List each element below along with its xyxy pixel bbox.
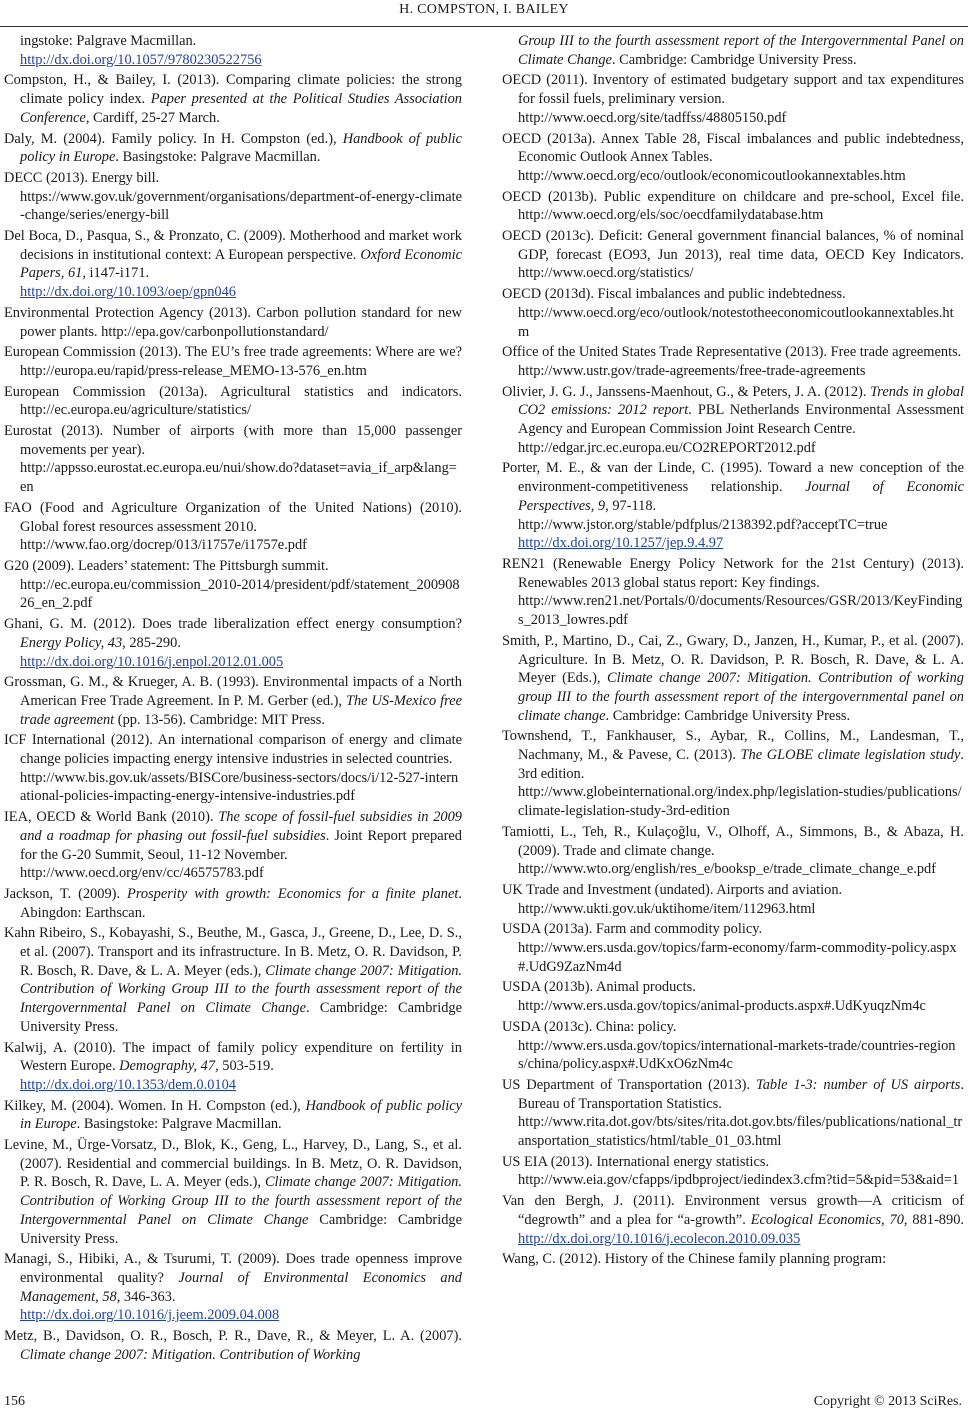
reference-text: European Commission (2013). The EU’s free trade agreements: Where are we? http://europa.eu/rapid/press-release_MEMO-13-576_en.htm	[4, 344, 462, 379]
reference-url: http://www.ukti.gov.uk/uktihome/item/112963.html	[518, 900, 816, 917]
reference-url: http://www.wto.org/english/res_e/booksp_e/trade_climate_change_e.pdf	[518, 861, 937, 878]
reference-text: 285-290.	[125, 634, 181, 651]
reference-text: . Cambridge: Cambridge University Press.	[611, 51, 857, 68]
reference-entry	[4, 383, 462, 420]
reference-text: Olivier, J. G. J., Janssens-Maenhout, G., & Peters, J. A. (2012).	[502, 383, 871, 400]
reference-entry	[4, 1136, 462, 1248]
reference-entry	[4, 304, 462, 341]
reference-title: Climate change 2007: Mitigation. Contribution of Working	[20, 1346, 361, 1363]
reference-text: Porter, M. E., & van der Linde, C. (1995). Toward a new conception of the environment-competitiveness relationship.	[502, 460, 964, 496]
reference-entry	[4, 1039, 462, 1095]
reference-entry	[4, 615, 462, 671]
reference-entry	[502, 343, 964, 380]
reference-url: http://www.bis.gov.uk/assets/BISCore/business-sectors/docs/i/12-527-international-policies-impacting-energy-intensive-industries.pdf	[20, 769, 459, 805]
reference-text: UK Trade and Investment (undated). Airports and aviation.	[502, 881, 843, 898]
reference-text: US Department of Transportation (2013).	[502, 1076, 757, 1093]
reference-entry	[502, 285, 964, 341]
reference-entry	[502, 71, 964, 127]
reference-text: Ghani, G. M. (2012). Does trade liberalization effect energy consumption?	[4, 616, 462, 633]
reference-entry	[4, 130, 462, 167]
reference-url: http://www.ers.usda.gov/topics/international-markets-trade/countries-regions/china/policy.aspx#.UdKxO6zNm4c	[518, 1037, 956, 1073]
references-right-column	[502, 32, 964, 1271]
reference-text: ICF International (2012). An international comparison of energy and climate change policies impacting energy intensive industries in selected countries.	[4, 732, 462, 768]
reference-text: . Basingstoke: Palgrave Macmillan.	[76, 1116, 282, 1133]
reference-entry	[4, 1097, 462, 1134]
reference-entry	[4, 499, 462, 555]
reference-text: Tamiotti, L., Teh, R., Kulaçoğlu, V., Olhoff, A., Simmons, B., & Abaza, H. (2009). Trade and climate change.	[502, 823, 964, 859]
reference-text: Wang, C. (2012). History of the Chinese family planning program:	[502, 1251, 887, 1268]
reference-title: Table 1-3: number of US airports	[756, 1076, 961, 1093]
reference-url: http://www.globeinternational.org/index.php/legislation-studies/publications/climate-legislation-study-3rd-edition	[518, 784, 962, 820]
reference-text: DECC (2013). Energy bill.	[4, 169, 160, 186]
reference-entry	[4, 32, 462, 69]
reference-entry	[4, 71, 462, 127]
reference-entry	[4, 227, 462, 302]
doi-link[interactable]: http://dx.doi.org/10.1016/j.enpol.2012.01.005	[20, 653, 284, 670]
reference-title: Handbook of public policy in Europe	[20, 1097, 463, 1133]
reference-text: Kalwij, A. (2010). The impact of family policy expenditure on fertility in Western Europe.	[4, 1039, 462, 1075]
reference-text: Eurostat (2013). Number of airports (with more than 15,000 passenger movements per year).	[4, 423, 462, 458]
reference-url: http://www.fao.org/docrep/013/i1757e/i1757e.pdf	[20, 537, 307, 554]
reference-entry	[502, 32, 964, 69]
reference-text: . Cambridge: Cambridge University Press.	[605, 707, 851, 724]
reference-title: Trends in global CO2 emissions: 2012 report	[518, 383, 964, 419]
reference-title: Journal of Economic Perspectives, 9,	[518, 479, 964, 514]
reference-text: OECD (2013b). Public expenditure on childcare and pre-school, Excel file. http://www.oecd.org/els/soc/oecdfamilydatabase.htm	[502, 188, 964, 224]
reference-text: 97-118.	[608, 497, 657, 514]
reference-entry	[502, 555, 964, 630]
reference-text: 503-519.	[218, 1058, 274, 1075]
reference-text: European Commission (2013a). Agricultural statistics and indicators. http://ec.europa.eu/agriculture/statistics/	[4, 383, 462, 419]
reference-text: OECD (2013a). Annex Table 28, Fiscal imbalances and public indebtedness, Economic Outlook Annex Tables.	[502, 130, 964, 166]
reference-title: The scope of fossil-fuel subsidies in 2009 and a roadmap for phasing out fossil-fuel subsidies	[20, 809, 463, 844]
reference-entry	[4, 808, 462, 883]
reference-entry	[4, 885, 462, 922]
reference-url: http://www.oecd.org/env/cc/46575783.pdf	[20, 865, 264, 882]
reference-text: . Basingstoke: Palgrave Macmillan.	[115, 149, 321, 166]
reference-text: . Cambridge: Cambridge University Press.	[20, 1000, 462, 1035]
reference-text: OECD (2013c). Deficit: General government financial balances, % of nominal GDP, forecast (EO93, Jun 2013), real time data, OECD Key Indicators. http://www.oecd.org/statistics/	[502, 228, 964, 282]
reference-title: Oxford Economic Papers, 61,	[20, 246, 463, 282]
reference-text: REN21 (Renewable Energy Policy Network for the 21st Century) (2013). Renewables 2013 global status report: Key findings.	[502, 555, 964, 591]
reference-entry	[502, 1153, 964, 1190]
reference-url: http://ec.europa.eu/commission_2010-2014/president/pdf/statement_20090826_en_2.pdf	[20, 576, 460, 612]
reference-text: i147-i171.	[85, 265, 150, 282]
reference-url: http://www.rita.dot.gov/bts/sites/rita.dot.gov.bts/files/publications/national_transportation_statistics/html/table_01_03.html	[518, 1114, 963, 1150]
reference-url: http://www.oecd.org/eco/outlook/notestotheeconomicoutlookannextables.htm	[518, 304, 954, 340]
reference-entry	[502, 130, 964, 186]
doi-link[interactable]: http://dx.doi.org/10.1257/jep.9.4.97	[518, 535, 724, 552]
reference-entry	[4, 1327, 462, 1364]
reference-entry	[502, 1018, 964, 1074]
reference-title: The GLOBE climate legislation study	[740, 747, 961, 764]
references-left-column	[4, 32, 462, 1367]
reference-url: http://www.ustr.gov/trade-agreements/free-trade-agreements	[518, 362, 866, 379]
reference-text: ingstoke: Palgrave Macmillan.	[20, 33, 197, 49]
reference-text: Kahn Ribeiro, S., Kobayashi, S., Beuthe, M., Gasca, J., Greene, D., Lee, D. S., et al. (2007). Transport and its infrastructure. In B. Metz, O. R. Davidson, P. R. Bosch, R. Dave, & L. A. Meyer (eds.),	[4, 925, 462, 979]
reference-url: http://www.oecd.org/site/tadffss/48805150.pdf	[518, 109, 787, 126]
reference-text: Office of the United States Trade Representative (2013). Free trade agreements.	[502, 344, 962, 361]
reference-entry	[4, 557, 462, 613]
reference-text: 346-363.	[120, 1288, 176, 1305]
reference-text: USDA (2013b). Animal products.	[502, 979, 696, 996]
reference-url: http://www.ers.usda.gov/topics/farm-economy/farm-commodity-policy.aspx#.UdG9ZazNm4d	[518, 940, 957, 975]
header-rule	[0, 26, 968, 27]
reference-text: Van den Bergh, J. (2011). Environment versus growth—A criticism of “degrowth” and a plea for “a-growth”.	[502, 1193, 964, 1228]
reference-text: US EIA (2013). International energy statistics.	[502, 1153, 770, 1170]
reference-text: IEA, OECD & World Bank (2010).	[4, 809, 219, 826]
reference-entry	[502, 823, 964, 879]
reference-text: Kilkey, M. (2004). Women. In H. Compston (ed.),	[4, 1097, 306, 1114]
reference-text: OECD (2013d). Fiscal imbalances and public indebtedness.	[502, 286, 846, 303]
reference-title: Prosperity with growth: Economics for a finite planet	[127, 885, 459, 902]
doi-link[interactable]: http://dx.doi.org/10.1353/dem.0.0104	[20, 1076, 236, 1093]
reference-entry	[4, 924, 462, 1036]
reference-title: Climate change 2007: Mitigation. Contribution of Working Group III to the fourth assessment report of the Intergovernmental Panel on Climate Change	[20, 962, 462, 1017]
reference-text: Del Boca, D., Pasqua, S., & Pronzato, C. (2009). Motherhood and market work decisions in institutional context: A European perspective.	[4, 228, 462, 263]
reference-entry	[4, 673, 462, 729]
doi-link[interactable]: http://dx.doi.org/10.1016/j.ecolecon.2010.09.035	[518, 1230, 801, 1247]
reference-text: Cambridge: Cambridge University Press.	[20, 1211, 462, 1247]
reference-entry	[502, 881, 964, 918]
reference-text: . 3rd edition.	[518, 747, 965, 782]
reference-entry	[4, 731, 462, 806]
reference-title: Ecological Economics, 70,	[750, 1211, 908, 1228]
reference-url: http://www.ren21.net/Portals/0/documents/Resources/GSR/2013/KeyFindings_2013_lowres.pdf	[518, 593, 963, 629]
reference-title: Handbook of public policy in Europe	[20, 130, 462, 166]
reference-text: Compston, H., & Bailey, I. (2013). Comparing climate policies: the strong climate policy index.	[4, 72, 462, 108]
reference-entry	[502, 459, 964, 553]
reference-url: http://www.oecd.org/eco/outlook/economicoutlookannextables.htm	[518, 167, 906, 184]
reference-entry	[502, 978, 964, 1015]
reference-entry	[4, 422, 462, 497]
reference-text: Daly, M. (2004). Family policy. In H. Compston (ed.),	[4, 130, 343, 147]
reference-entry	[502, 188, 964, 225]
reference-entry	[502, 1250, 964, 1269]
reference-url: https://www.gov.uk/government/organisations/department-of-energy-climate-change/series/energy-bill	[20, 188, 463, 224]
reference-entry	[502, 920, 964, 976]
reference-entry	[502, 1076, 964, 1151]
reference-entry	[502, 632, 964, 726]
reference-entry	[4, 343, 462, 380]
reference-text: . Joint Report prepared for the G-20 Summit, Seoul, 11-12 November.	[20, 827, 462, 863]
reference-title: Demography, 47,	[119, 1058, 219, 1075]
reference-url: http://www.jstor.org/stable/pdfplus/2138392.pdf?acceptTC=true	[518, 516, 888, 533]
reference-url: http://edgar.jrc.ec.europa.eu/CO2REPORT2012.pdf	[518, 439, 816, 456]
reference-text: FAO (Food and Agriculture Organization of the United Nations) (2010). Global forest resources assessment 2010.	[4, 499, 462, 535]
reference-text: Jackson, T. (2009).	[4, 885, 128, 902]
reference-title: Group III to the fourth assessment report of the Intergovernmental Panel on Climate Change	[518, 33, 964, 68]
reference-text: Smith, P., Martino, D., Cai, Z., Gwary, D., Janzen, H., Kumar, P., et al. (2007). Agriculture. In B. Metz, O. R. Davidson, P. R. Bosch, R. Dave, & L. A. Meyer (Eds.),	[502, 632, 964, 687]
reference-entry	[4, 169, 462, 225]
reference-text: Townshend, T., Fankhauser, S., Aybar, R., Collins, M., Landesman, T., Nachmany, M., & Pavese, C. (2013).	[502, 728, 964, 764]
reference-title: Journal of Environmental Economics and Management, 58,	[20, 1270, 462, 1305]
reference-title: The US-Mexico free trade agreement	[20, 692, 462, 728]
reference-text: Environmental Protection Agency (2013). Carbon pollution standard for new power plants. http://epa.gov/carbonpollutionstandard/	[4, 304, 462, 340]
reference-url: http://www.eia.gov/cfapps/ipdbproject/iedindex3.cfm?tid=5&pid=53&aid=1	[518, 1172, 960, 1189]
reference-text: . Bureau of Transportation Statistics.	[518, 1076, 964, 1112]
reference-text: Metz, B., Davidson, O. R., Bosch, P. R., Dave, R., & Meyer, L. A. (2007).	[4, 1328, 462, 1345]
reference-title: Paper presented at the Political Studies Association Conference	[20, 91, 462, 126]
reference-title: Energy Policy, 43,	[20, 634, 126, 651]
copyright-notice: Copyright © 2013 SciRes.	[813, 1394, 962, 1409]
reference-text: G20 (2009). Leaders’ statement: The Pittsburgh summit.	[4, 557, 329, 574]
reference-text: . Abingdon: Earthscan.	[20, 885, 462, 921]
reference-text: (pp. 13-56). Cambridge: MIT Press.	[114, 711, 325, 728]
reference-text: , Cardiff, 25-27 March.	[85, 109, 220, 126]
reference-text: Levine, M., Ürge-Vorsatz, D., Blok, K., Geng, L., Harvey, D., Lang, S., et al. (2007). Residential and commercial buildings. In B. Metz, O. R. Davidson, P. R. Bosch, R. Dave, L. A. Meyer (eds.),	[4, 1137, 462, 1191]
reference-text: . PBL Netherlands Environmental Assessment Agency and European Commission Joint Research Centre.	[518, 402, 965, 438]
reference-title: Climate change 2007: Mitigation. Contribution of Working Group III to the fourth assessment report of the Intergovernmental Panel on Climate Change	[20, 1174, 462, 1228]
reference-entry	[502, 383, 964, 458]
reference-entry	[502, 1192, 964, 1248]
doi-link[interactable]: http://dx.doi.org/10.1016/j.jeem.2009.04.008	[20, 1307, 280, 1324]
running-header: H. COMPSTON, I. BAILEY	[399, 2, 569, 17]
reference-text: USDA (2013a). Farm and commodity policy.	[502, 921, 763, 938]
doi-link[interactable]: http://dx.doi.org/10.1057/9780230522756	[20, 51, 262, 68]
reference-text: 881-890.	[907, 1211, 964, 1228]
reference-text: OECD (2011). Inventory of estimated budgetary support and tax expenditures for fossil fuels, preliminary version.	[502, 72, 964, 108]
reference-title: Climate change 2007: Mitigation. Contribution of working group III to the fourth assessment report of the intergovernmental panel on climate change	[518, 670, 964, 724]
reference-text: Managi, S., Hibiki, A., & Tsurumi, T. (2009). Does trade openness improve environmental quality?	[4, 1251, 462, 1286]
reference-entry	[502, 727, 964, 821]
page-number: 156	[4, 1394, 25, 1409]
reference-text: Grossman, G. M., & Krueger, A. B. (1993). Environmental impacts of a North American Free Trade Agreement. In P. M. Gerber (ed.),	[4, 674, 462, 709]
reference-url: http://www.ers.usda.gov/topics/animal-products.aspx#.UdKyuqzNm4c	[518, 998, 926, 1015]
reference-entry	[4, 1250, 462, 1325]
reference-text: USDA (2013c). China: policy.	[502, 1018, 677, 1035]
reference-url: http://appsso.eurostat.ec.europa.eu/nui/show.do?dataset=avia_if_arp&lang=en	[20, 460, 457, 496]
doi-link[interactable]: http://dx.doi.org/10.1093/oep/gpn046	[20, 284, 236, 301]
reference-entry	[502, 227, 964, 283]
